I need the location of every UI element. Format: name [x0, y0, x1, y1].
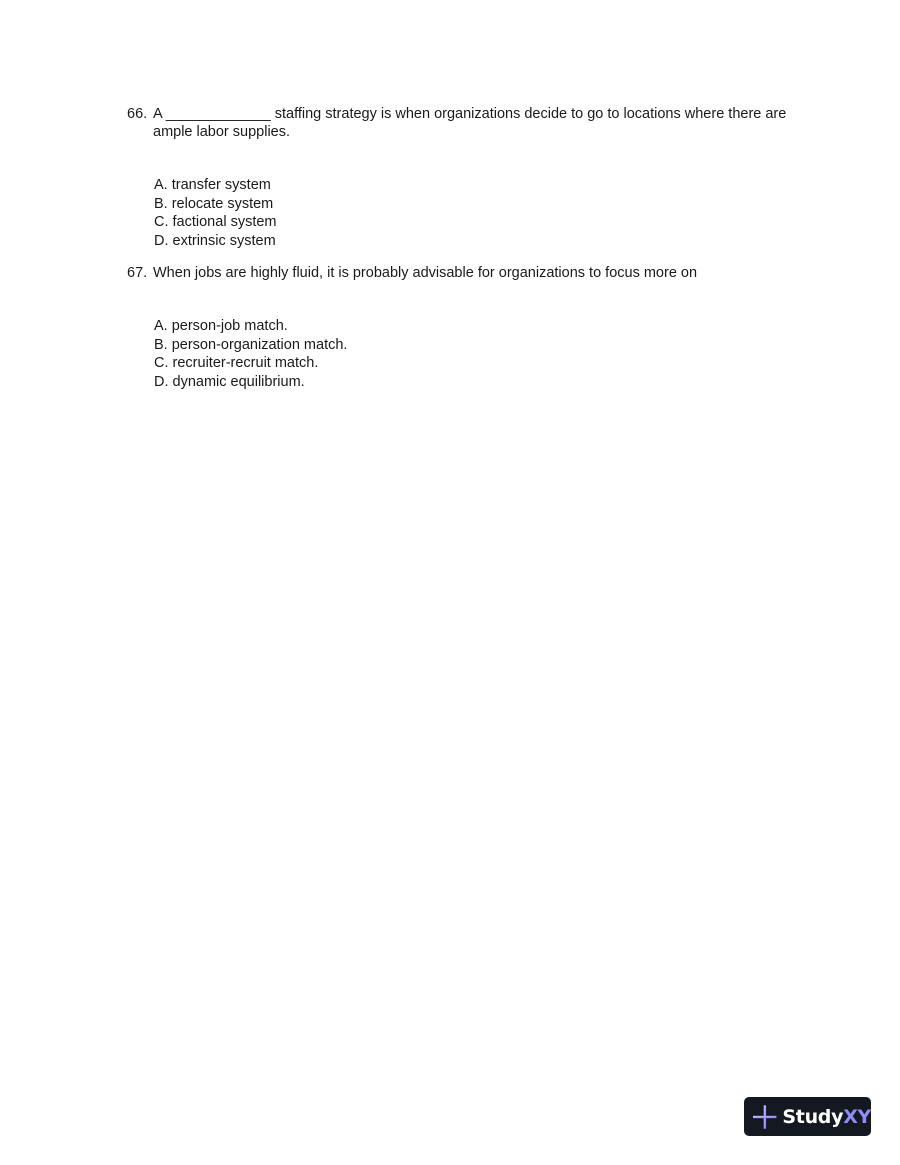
question-stem	[127, 105, 787, 141]
option-b: B. relocate system	[154, 195, 274, 212]
option-a: A. transfer system	[154, 177, 271, 193]
question-number: 66.	[127, 106, 148, 122]
option-b: B. person-organization match.	[154, 336, 348, 353]
option-c: C. recruiter-recruit match.	[154, 355, 319, 372]
question-text: When jobs are highly fluid, it is probably advisable for organizations to focus more on	[153, 265, 698, 281]
option-a: A. person-job match.	[154, 318, 288, 334]
answer-options	[127, 176, 787, 251]
question-text: A _____________ staffing strategy is when organizations decide to go to locations where there are ample labor supplies.	[153, 106, 787, 140]
plus-icon	[752, 1104, 777, 1130]
question-stem	[127, 264, 787, 282]
studyxy-logo	[744, 1097, 871, 1136]
answer-options	[127, 317, 787, 392]
question-number: 67.	[127, 265, 148, 281]
logo-brand-accent: XY	[843, 1105, 871, 1128]
logo-brand-main: Study	[782, 1105, 844, 1128]
question-66	[127, 105, 787, 251]
question-67	[127, 264, 787, 392]
option-d: D. dynamic equilibrium.	[154, 374, 305, 391]
logo-wordmark	[782, 1106, 871, 1128]
option-c: C. factional system	[154, 214, 277, 231]
option-d: D. extrinsic system	[154, 233, 276, 250]
